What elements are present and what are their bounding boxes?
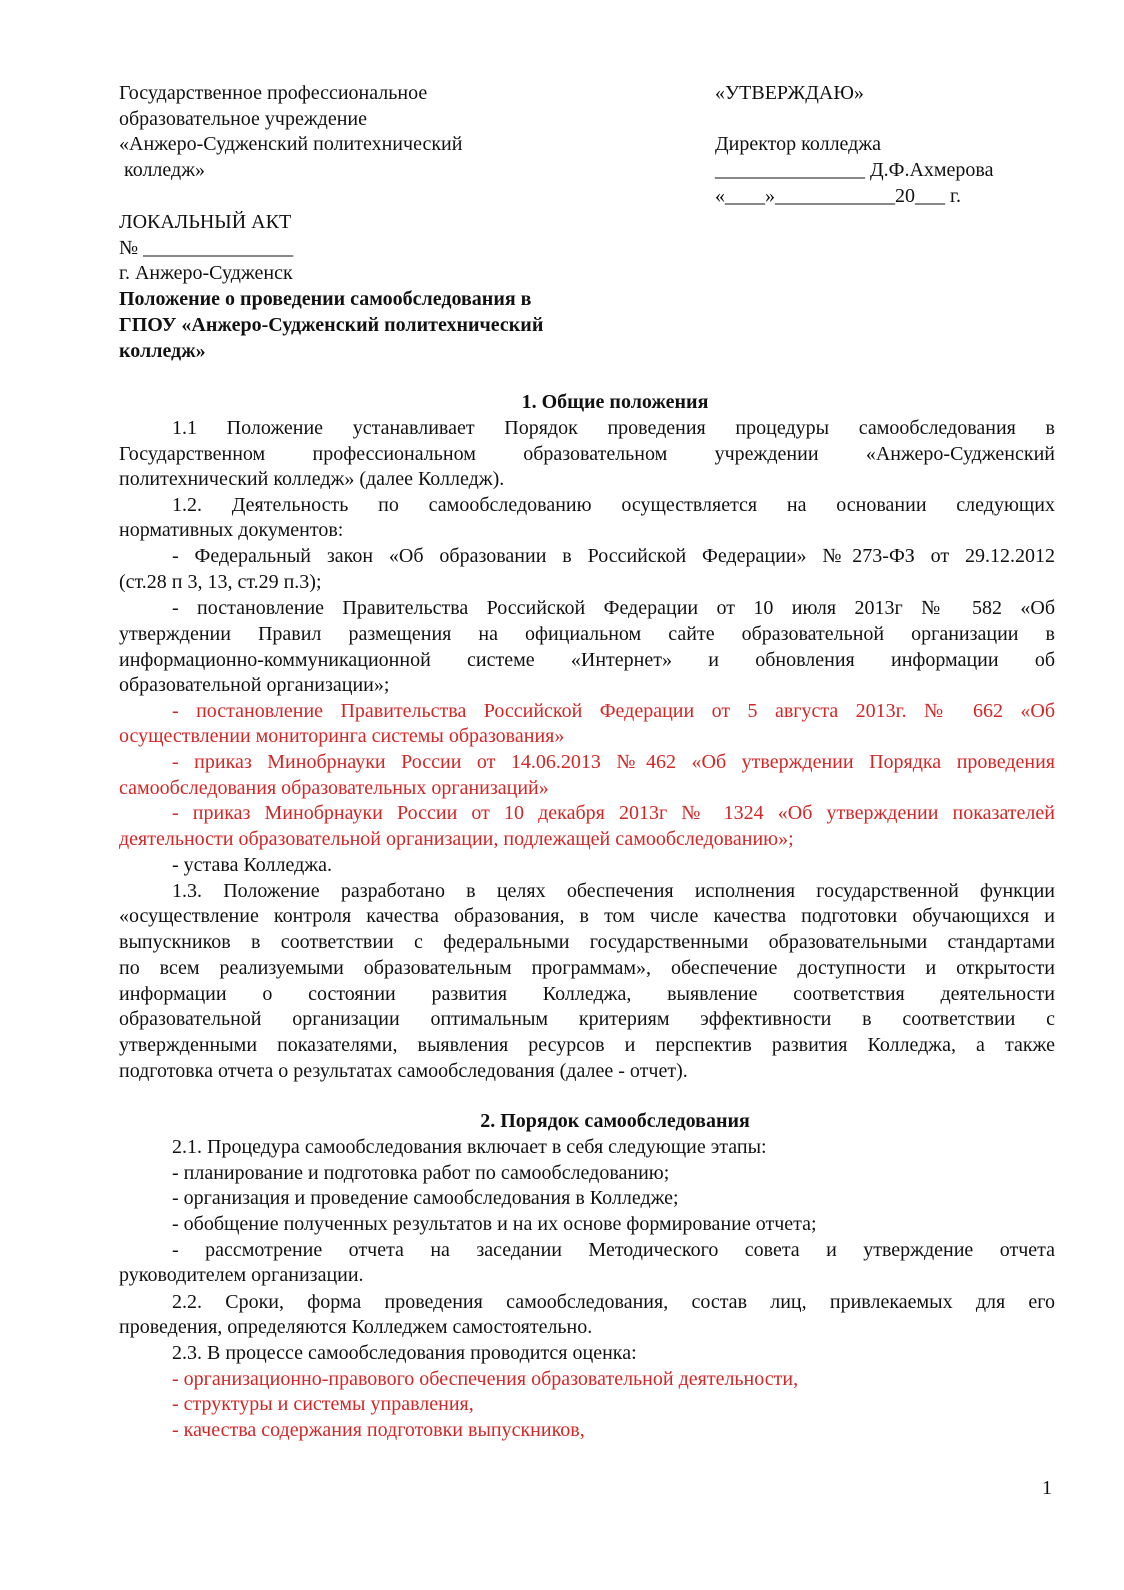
stage-item: - обобщение полученных результатов и на их основе формирование отчета; bbox=[172, 1213, 817, 1235]
director-title: Директор колледжа bbox=[715, 133, 882, 155]
paragraph-1-1: политехнический колледж» (далее Колледж). bbox=[119, 468, 505, 490]
director-signature: _______________ Д.Ф.Ахмерова bbox=[715, 159, 994, 181]
org-name-line-4: колледж» bbox=[119, 159, 206, 181]
paragraph-1-3: образовательной организации оптимальным критериям эффективности в соответствии с bbox=[119, 1008, 1055, 1030]
org-name-line-1: Государственное профессиональное bbox=[119, 82, 428, 104]
law-item: утверждении Правил размещения на официальном сайте образовательной организации в bbox=[119, 623, 1055, 645]
paragraph-1-3: по всем реализуемыми образовательным программам», обеспечение доступности и открытости bbox=[119, 957, 1055, 979]
paragraph-1-1: 1.1 Положение устанавливает Порядок проведения процедуры самообследования в bbox=[172, 417, 1055, 439]
law-item: информационно-коммуникационной системе «Интернет» и обновления информации об bbox=[119, 649, 1055, 671]
local-act-number: № _______________ bbox=[119, 237, 294, 259]
assessment-item-highlighted: - организационно-правового обеспечения образовательной деятельности, bbox=[172, 1368, 799, 1390]
law-item: (ст.28 п 3, 13, ст.29 п.3); bbox=[119, 571, 322, 593]
law-item: образовательной организации»; bbox=[119, 674, 390, 696]
paragraph-2-2: 2.2. Сроки, форма проведения самообследования, состав лиц, привлекаемых для его bbox=[172, 1291, 1055, 1313]
paragraph-1-2: нормативных документов: bbox=[119, 519, 344, 541]
doc-title-line-3: колледж» bbox=[119, 340, 206, 362]
stage-item: - организация и проведение самообследования в Колледже; bbox=[172, 1187, 679, 1209]
section-1-heading: 1. Общие положения bbox=[521, 391, 709, 413]
paragraph-1-2: 1.2. Деятельность по самообследованию осуществляется на основании следующих bbox=[172, 494, 1055, 516]
section-2-heading: 2. Порядок самообследования bbox=[480, 1110, 750, 1132]
law-item: - Федеральный закон «Об образовании в Российской Федерации» №273-ФЗ от 29.12.2012 bbox=[172, 545, 1055, 567]
approval-date: «____»____________20___ г. bbox=[715, 185, 961, 207]
stage-item: руководителем организации. bbox=[119, 1264, 364, 1286]
paragraph-1-3: информации о состоянии развития Колледжа, выявление соответствия деятельности bbox=[119, 983, 1055, 1005]
law-item-highlighted: самообследования образовательных организаций» bbox=[119, 777, 549, 799]
paragraph-1-3: 1.3. Положение разработано в целях обеспечения исполнения государственной функции bbox=[172, 880, 1055, 902]
assessment-item-highlighted: - структуры и системы управления, bbox=[172, 1393, 474, 1415]
law-item-highlighted: - постановление Правительства Российской Федерации от 5 августа 2013г. № 662 «Об bbox=[172, 700, 1055, 722]
assessment-item-highlighted: - качества содержания подготовки выпускников, bbox=[172, 1419, 585, 1441]
stage-item: - рассмотрение отчета на заседании Методического совета и утверждение отчета bbox=[172, 1239, 1055, 1261]
paragraph-1-3: «осуществление контроля качества образования, в том числе качества подготовки обучающихся и bbox=[119, 905, 1055, 927]
paragraph-2-3: 2.3. В процессе самообследования проводится оценка: bbox=[172, 1342, 637, 1364]
org-name-line-3: «Анжеро-Судженский политехнический bbox=[119, 133, 463, 155]
law-item-highlighted: деятельности образовательной организации, подлежащей самообследованию»; bbox=[119, 828, 794, 850]
paragraph-1-3: утвержденными показателями, выявления ресурсов и перспектив развития Колледжа, а также bbox=[119, 1034, 1055, 1056]
paragraph-1-3: подготовка отчета о результатах самообследования (далее - отчет). bbox=[119, 1060, 688, 1082]
law-item: - постановление Правительства Российской Федерации от 10 июля 2013г № 582 «Об bbox=[172, 597, 1055, 619]
paragraph-2-1: 2.1. Процедура самообследования включает в себя следующие этапы: bbox=[172, 1136, 767, 1158]
law-item-highlighted: - приказ Минобрнауки России от 10 декабря 2013г № 1324 «Об утверждении показателей bbox=[172, 802, 1055, 824]
page-number: 1 bbox=[1042, 1477, 1052, 1499]
city: г. Анжеро-Судженск bbox=[119, 262, 293, 284]
law-item: - устава Колледжа. bbox=[172, 854, 332, 876]
law-item-highlighted: осуществлении мониторинга системы образования» bbox=[119, 725, 565, 747]
local-act-label: ЛОКАЛЬНЫЙ АКТ bbox=[119, 211, 292, 233]
law-item-highlighted: - приказ Минобрнауки России от 14.06.2013 №462 «Об утверждении Порядка проведения bbox=[172, 751, 1055, 773]
doc-title-line-1: Положение о проведении самообследования в bbox=[119, 288, 532, 310]
stage-item: - планирование и подготовка работ по самообследованию; bbox=[172, 1162, 670, 1184]
org-name-line-2: образовательное учреждение bbox=[119, 108, 368, 130]
doc-title-line-2: ГПОУ «Анжеро-Судженский политехнический bbox=[119, 314, 544, 336]
paragraph-1-3: выпускников в соответствии с федеральными государственными образовательными стандартами bbox=[119, 931, 1055, 953]
paragraph-2-2: проведения, определяются Колледжем самостоятельно. bbox=[119, 1316, 593, 1338]
approve-label: «УТВЕРЖДАЮ» bbox=[715, 82, 864, 104]
paragraph-1-1: Государственном профессиональном образовательном учреждении «Анжеро-Судженский bbox=[119, 443, 1055, 465]
